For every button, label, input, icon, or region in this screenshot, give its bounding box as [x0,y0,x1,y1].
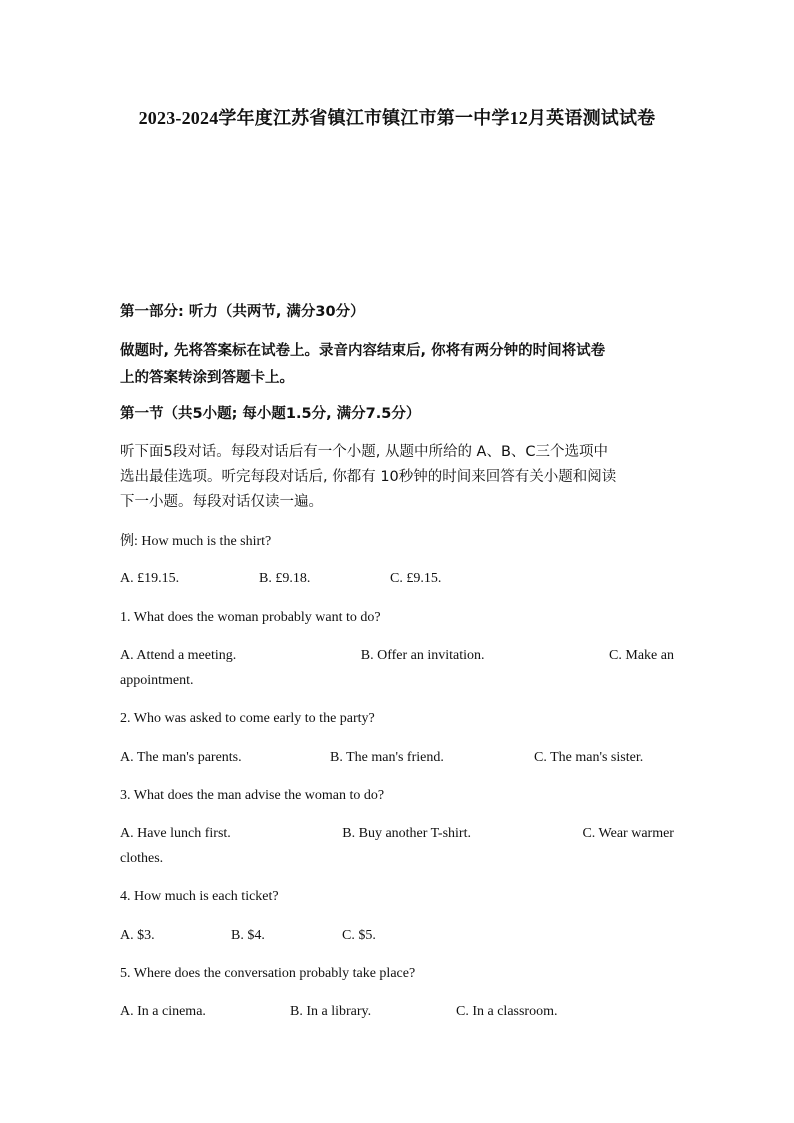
section1-desc-line1: 听下面5段对话。每段对话后有一个小题, 从题中所给的 A、B、C三个选项中 [120,444,609,460]
question-3-option-c: C. Wear warmer [582,826,674,841]
question-5-options [120,1000,674,1024]
question-1-options [120,644,674,668]
question-2-options [120,746,674,770]
question-1-option-c: C. Make an [609,648,674,663]
section1-desc-line2: 选出最佳选项。听完每段对话后, 你都有 10秒钟的时间来回答有关小题和阅读 [120,469,617,485]
question-2: 2. Who was asked to come early to the party? [120,711,375,726]
question-4-options [120,924,674,948]
example-option-c: C. £9.15. [390,571,442,586]
question-3-option-c-continuation: clothes. [120,851,164,866]
part1-instruction-line2: 上的答案转涂到答题卡上。 [120,370,294,386]
example-options [120,567,674,591]
document-title: 2023-2024学年度江苏省镇江市镇江市第一中学12月英语测试试卷 [138,108,656,128]
question-5-option-c: C. In a classroom. [456,1004,558,1019]
question-1: 1. What does the woman probably want to do? [120,610,381,625]
question-2-option-a: A. The man's parents. [120,750,242,765]
part1-instruction-line1: 做题时, 先将答案标在试卷上。录音内容结束后, 你将有两分钟的时间将试卷 [120,343,606,359]
example-option-a: A. £19.15. [120,571,180,586]
question-2-option-c: C. The man's sister. [534,750,644,765]
question-1-option-c-continuation: appointment. [120,673,194,688]
question-2-option-b: B. The man's friend. [330,750,444,765]
part1-heading: 第一部分: 听力（共两节, 满分30分） [120,304,365,320]
question-4-option-a: A. $3. [120,928,155,943]
question-5: 5. Where does the conversation probably take place? [120,966,416,981]
question-4-option-b: B. $4. [231,928,265,943]
section1-desc-line3: 下一小题。每段对话仅读一遍。 [120,494,323,510]
example-option-b: B. £9.18. [259,571,311,586]
question-3-option-a: A. Have lunch first. [120,826,231,841]
question-3-options [120,822,674,846]
question-1-option-b: B. Offer an invitation. [360,648,485,663]
question-5-option-a: A. In a cinema. [120,1004,206,1019]
section1-heading: 第一节（共5小题; 每小题1.5分, 满分7.5分） [120,406,421,422]
question-5-option-b: B. In a library. [290,1004,372,1019]
example-question [120,529,674,554]
question-1-option-a: A. Attend a meeting. [120,648,237,663]
question-4: 4. How much is each ticket? [120,889,279,904]
question-4-option-c: C. $5. [342,928,376,943]
example-question-text: 例: How much is the shirt? [120,533,272,549]
question-3-option-b: B. Buy another T-shirt. [342,826,471,841]
question-3: 3. What does the man advise the woman to do? [120,788,385,803]
